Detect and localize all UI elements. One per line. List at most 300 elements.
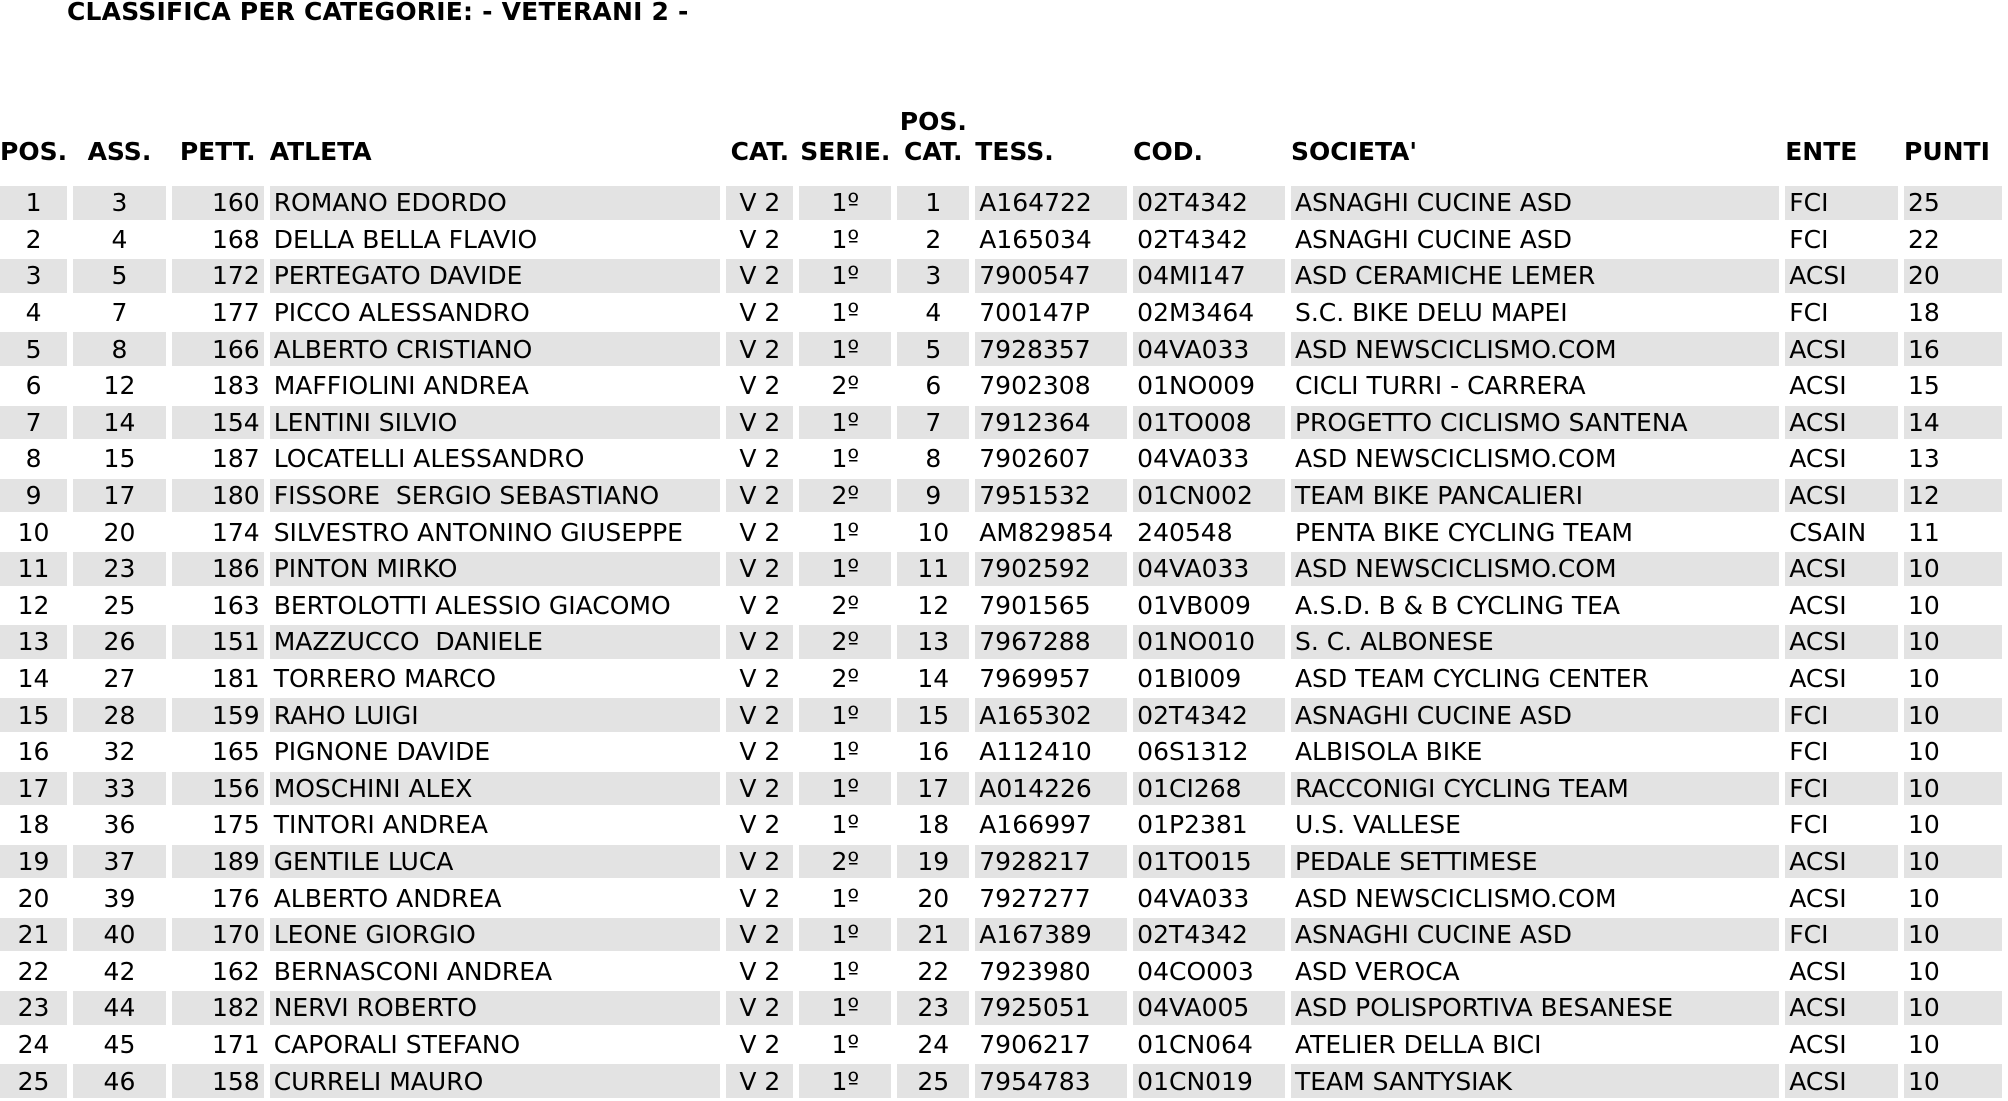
cell-cod: 04VA033 (1133, 332, 1285, 366)
cell-cod: 04VA033 (1137, 883, 1250, 913)
cell-ass: 45 (103, 1029, 136, 1059)
cell-serie: 1º (799, 259, 891, 293)
header-cat: CAT. (730, 137, 790, 166)
cell-ente: FCI (1789, 737, 1829, 767)
cell-ass: 3 (73, 186, 166, 220)
cell-societa: CICLI TURRI - CARRERA (1294, 371, 1586, 401)
cell-atleta: LOCATELLI ALESSANDRO (273, 444, 585, 474)
cell-pos: 25 (0, 1064, 67, 1098)
cell-pett: 170 (172, 918, 264, 952)
cell-societa: ASNAGHI CUCINE ASD (1291, 698, 1779, 732)
cell-pett: 175 (211, 810, 260, 840)
cell-cod: 240548 (1137, 517, 1233, 547)
cell-tess: 7902308 (979, 371, 1091, 401)
table-row (0, 772, 2002, 806)
cell-ente: ACSI (1789, 664, 1847, 694)
table-row (0, 479, 2002, 513)
header-punti: PUNTI (1904, 137, 1990, 166)
cell-tess: 7912364 (975, 406, 1127, 440)
cell-atleta: RAHO LUIGI (270, 698, 721, 732)
cell-serie: 2º (831, 664, 860, 694)
table-row (0, 442, 2002, 476)
cell-atleta: LEONE GIORGIO (270, 918, 721, 952)
cell-ass: 37 (73, 845, 166, 879)
cell-societa: PEDALE SETTIMESE (1291, 845, 1779, 879)
cell-tess: A164722 (975, 186, 1127, 220)
cell-punti: 20 (1904, 259, 2002, 293)
page-title: CLASSIFICA PER CATEGORIE: - VETERANI 2 - (67, 0, 689, 26)
cell-serie: 1º (799, 772, 891, 806)
cell-tess: 7900547 (975, 259, 1127, 293)
cell-pett: 165 (211, 737, 260, 767)
cell-cod: 01CI268 (1133, 772, 1285, 806)
cell-pos-cat: 4 (925, 298, 942, 328)
cell-pos: 10 (17, 517, 50, 547)
cell-ass: 39 (103, 883, 136, 913)
cell-atleta: BERNASCONI ANDREA (273, 956, 553, 986)
cell-cod: 04VA033 (1137, 444, 1250, 474)
cell-cod: 04CO003 (1137, 956, 1254, 986)
cell-atleta: GENTILE LUCA (270, 845, 721, 879)
header-serie: SERIE. (800, 137, 891, 166)
cell-atleta: PERTEGATO DAVIDE (270, 259, 721, 293)
cell-tess: A014226 (975, 772, 1127, 806)
cell-cod: 01TO008 (1133, 406, 1285, 440)
cell-cat: V 2 (739, 444, 781, 474)
cell-punti: 10 (1908, 737, 1940, 767)
cell-societa: S.C. BIKE DELU MAPEI (1294, 298, 1568, 328)
cell-tess: 7925051 (975, 991, 1127, 1025)
cell-pett: 159 (172, 698, 264, 732)
cell-serie: 1º (831, 883, 860, 913)
cell-societa: A.S.D. B & B CYCLING TEA (1294, 590, 1621, 620)
cell-pett: 166 (172, 332, 264, 366)
cell-tess: A166997 (979, 810, 1092, 840)
cell-ente: ACSI (1789, 1029, 1847, 1059)
header-pos-cat (897, 107, 969, 183)
cell-tess: 7928217 (975, 845, 1127, 879)
cell-serie: 1º (799, 698, 891, 732)
cell-pos: 24 (17, 1029, 50, 1059)
cell-tess: 7928357 (975, 332, 1127, 366)
cell-pos-cat: 19 (897, 845, 969, 879)
cell-cat: V 2 (726, 625, 793, 659)
cell-pett: 177 (211, 298, 260, 328)
cell-ass: 17 (73, 479, 166, 513)
cell-pos-cat: 18 (917, 810, 950, 840)
cell-tess: 7902592 (975, 552, 1127, 586)
cell-cod: 01P2381 (1137, 810, 1248, 840)
cell-pos: 16 (17, 737, 50, 767)
cell-serie: 1º (831, 444, 860, 474)
cell-pos: 3 (0, 259, 67, 293)
cell-ente: FCI (1789, 224, 1829, 254)
cell-cat: V 2 (726, 991, 793, 1025)
cell-ass: 23 (73, 552, 166, 586)
cell-serie: 2º (831, 371, 860, 401)
cell-cod: 01NO010 (1133, 625, 1285, 659)
cell-serie: 1º (799, 918, 891, 952)
table-row (0, 625, 2002, 659)
cell-pos: 18 (17, 810, 50, 840)
cell-pett: 162 (211, 956, 260, 986)
cell-ente: ACSI (1785, 259, 1898, 293)
header-ass: ASS. (87, 137, 152, 166)
cell-pett: 180 (172, 479, 264, 513)
cell-cod: 01CN019 (1133, 1064, 1285, 1098)
cell-cat: V 2 (739, 737, 781, 767)
cell-cod: 04VA005 (1133, 991, 1285, 1025)
cell-serie: 1º (799, 186, 891, 220)
cell-pett: 183 (211, 371, 260, 401)
table-row (0, 918, 2002, 952)
cell-ente: ACSI (1785, 845, 1898, 879)
table-row (0, 259, 2002, 293)
cell-ass: 7 (111, 298, 128, 328)
cell-atleta: BERTOLOTTI ALESSIO GIACOMO (273, 590, 671, 620)
cell-atleta: TINTORI ANDREA (273, 810, 488, 840)
cell-cat: V 2 (726, 479, 793, 513)
cell-cat: V 2 (739, 883, 781, 913)
cell-tess: 7902607 (979, 444, 1091, 474)
cell-pos: 15 (0, 698, 67, 732)
cell-pos: 6 (25, 371, 42, 401)
cell-ente: FCI (1789, 298, 1829, 328)
cell-tess: 7951532 (975, 479, 1127, 513)
cell-pos: 21 (0, 918, 67, 952)
cell-atleta: PICCO ALESSANDRO (273, 298, 530, 328)
cell-pett: 187 (211, 444, 260, 474)
cell-societa: ATELIER DELLA BICI (1294, 1029, 1542, 1059)
cell-societa: TEAM SANTYSIAK (1291, 1064, 1779, 1098)
cell-cod: 04MI147 (1133, 259, 1285, 293)
cell-ass: 14 (73, 406, 166, 440)
cell-ass: 42 (103, 956, 136, 986)
cell-pett: 151 (172, 625, 264, 659)
cell-pos-cat: 10 (917, 517, 950, 547)
cell-cod: 02T4342 (1133, 186, 1285, 220)
cell-pos-cat: 11 (897, 552, 969, 586)
cell-pett: 171 (211, 1029, 260, 1059)
cell-pos-cat: 25 (897, 1064, 969, 1098)
cell-cat: V 2 (726, 552, 793, 586)
cell-ente: ACSI (1789, 956, 1847, 986)
cell-societa: TEAM BIKE PANCALIERI (1291, 479, 1779, 513)
cell-serie: 2º (799, 845, 891, 879)
cell-ass: 36 (103, 810, 136, 840)
cell-cod: 01CN002 (1133, 479, 1285, 513)
cell-punti: 16 (1904, 332, 2002, 366)
cell-societa: PROGETTO CICLISMO SANTENA (1291, 406, 1779, 440)
table-row (0, 1028, 2002, 1062)
table-row (0, 406, 2002, 440)
cell-serie: 2º (799, 479, 891, 513)
table-row (0, 845, 2002, 879)
cell-tess: 7969957 (979, 664, 1091, 694)
cell-punti: 10 (1904, 772, 2002, 806)
cell-cat: V 2 (726, 1064, 793, 1098)
cell-serie: 1º (831, 224, 860, 254)
cell-tess: 700147P (979, 298, 1090, 328)
cell-ass: 26 (73, 625, 166, 659)
cell-pos-cat: 21 (897, 918, 969, 952)
cell-pett: 160 (172, 186, 264, 220)
cell-ente: ACSI (1789, 883, 1847, 913)
cell-societa: S. C. ALBONESE (1291, 625, 1779, 659)
cell-cat: V 2 (726, 332, 793, 366)
cell-cat: V 2 (739, 1029, 781, 1059)
cell-ente: ACSI (1785, 552, 1898, 586)
cell-punti: 10 (1904, 918, 2002, 952)
cell-ass: 12 (103, 371, 136, 401)
cell-cod: 02T4342 (1133, 698, 1285, 732)
cell-ente: FCI (1785, 186, 1898, 220)
cell-societa: ASD NEWSCICLISMO.COM (1291, 332, 1779, 366)
cell-atleta: SILVESTRO ANTONINO GIUSEPPE (273, 517, 683, 547)
cell-punti: 25 (1904, 186, 2002, 220)
cell-pos: 7 (0, 406, 67, 440)
cell-atleta: PIGNONE DAVIDE (273, 737, 491, 767)
cell-pos: 20 (17, 883, 50, 913)
cell-pett: 154 (172, 406, 264, 440)
cell-pos: 12 (17, 590, 50, 620)
cell-punti: 10 (1904, 991, 2002, 1025)
cell-pett: 168 (211, 224, 260, 254)
cell-serie: 1º (831, 517, 860, 547)
cell-pos-cat: 23 (897, 991, 969, 1025)
cell-atleta: ALBERTO ANDREA (273, 883, 502, 913)
cell-ass: 27 (103, 664, 136, 694)
cell-ass: 33 (73, 772, 166, 806)
cell-serie: 1º (831, 1029, 860, 1059)
cell-cod: 02T4342 (1133, 918, 1285, 952)
cell-societa: RACCONIGI CYCLING TEAM (1291, 772, 1779, 806)
table-row (0, 515, 2002, 549)
cell-pett: 174 (211, 517, 260, 547)
cell-ass: 46 (73, 1064, 166, 1098)
cell-punti: 10 (1908, 883, 1940, 913)
cell-serie: 1º (831, 810, 860, 840)
cell-pos-cat: 8 (925, 444, 942, 474)
cell-ass: 5 (73, 259, 166, 293)
cell-ass: 44 (73, 991, 166, 1025)
cell-pos: 22 (17, 956, 50, 986)
cell-atleta: PINTON MIRKO (270, 552, 721, 586)
cell-ente: ACSI (1785, 479, 1898, 513)
cell-cat: V 2 (726, 918, 793, 952)
cell-ente: ACSI (1785, 406, 1898, 440)
table-row (0, 662, 2002, 696)
cell-ente: FCI (1789, 810, 1829, 840)
header-atleta: ATLETA (269, 137, 372, 166)
cell-ente: ACSI (1785, 332, 1898, 366)
cell-serie: 1º (799, 1064, 891, 1098)
cell-pos-cat: 15 (897, 698, 969, 732)
cell-cat: V 2 (726, 845, 793, 879)
cell-societa: ASD POLISPORTIVA BESANESE (1291, 991, 1779, 1025)
cell-punti: 10 (1904, 698, 2002, 732)
cell-atleta: MAFFIOLINI ANDREA (273, 371, 529, 401)
classifica-table (0, 104, 2008, 1101)
header-pos: POS. (0, 137, 68, 166)
cell-societa: ASD NEWSCICLISMO.COM (1294, 444, 1617, 474)
cell-ente: ACSI (1785, 1064, 1898, 1098)
cell-tess: 7901565 (979, 590, 1091, 620)
header-societa: SOCIETA' (1290, 137, 1418, 166)
cell-pos: 11 (0, 552, 67, 586)
cell-tess: A165302 (975, 698, 1127, 732)
cell-punti: 10 (1904, 625, 2002, 659)
header-pett: PETT. (179, 137, 256, 166)
cell-cat: V 2 (726, 772, 793, 806)
table-row (0, 698, 2002, 732)
cell-ente: ACSI (1785, 991, 1898, 1025)
cell-serie: 1º (831, 956, 860, 986)
cell-serie: 1º (831, 298, 860, 328)
cell-pos-cat: 17 (897, 772, 969, 806)
table-row (0, 369, 2002, 403)
header-cod: COD. (1133, 137, 1204, 166)
cell-punti: 10 (1908, 1029, 1940, 1059)
cell-societa: ASNAGHI CUCINE ASD (1294, 224, 1573, 254)
cell-pos: 5 (0, 332, 67, 366)
cell-punti: 11 (1908, 517, 1940, 547)
cell-pos-cat: 7 (897, 406, 969, 440)
cell-societa: ASD CERAMICHE LEMER (1291, 259, 1779, 293)
table-header-row (0, 107, 2002, 183)
cell-pos-cat: 14 (917, 664, 950, 694)
cell-atleta: DELLA BELLA FLAVIO (273, 224, 538, 254)
cell-ass: 40 (73, 918, 166, 952)
cell-punti: 22 (1908, 224, 1940, 254)
cell-pett: 189 (172, 845, 264, 879)
cell-punti: 10 (1904, 845, 2002, 879)
table-row (0, 186, 2002, 220)
cell-tess: 7967288 (975, 625, 1127, 659)
cell-pos-cat: 13 (897, 625, 969, 659)
table-row (0, 552, 2002, 586)
cell-atleta: ALBERTO CRISTIANO (270, 332, 721, 366)
cell-pos: 4 (25, 298, 42, 328)
header-ente: ENTE (1785, 137, 1858, 166)
cell-atleta: ROMANO EDORDO (270, 186, 721, 220)
cell-cat: V 2 (739, 956, 781, 986)
cell-cat: V 2 (739, 664, 781, 694)
header-pos-cat-line2: CAT. (904, 137, 963, 166)
cell-ass: 15 (103, 444, 136, 474)
cell-societa: ASNAGHI CUCINE ASD (1291, 918, 1779, 952)
cell-atleta: CAPORALI STEFANO (273, 1029, 521, 1059)
cell-atleta: MAZZUCCO DANIELE (270, 625, 721, 659)
cell-cod: 01CN064 (1137, 1029, 1253, 1059)
cell-serie: 2º (799, 625, 891, 659)
cell-pos-cat: 1 (897, 186, 969, 220)
cell-cod: 01TO015 (1133, 845, 1285, 879)
cell-ass: 25 (103, 590, 136, 620)
table-row (0, 332, 2002, 366)
cell-societa: ALBISOLA BIKE (1294, 737, 1483, 767)
cell-pett: 163 (211, 590, 260, 620)
cell-tess: 7927277 (979, 883, 1091, 913)
cell-cat: V 2 (739, 517, 781, 547)
cell-pos-cat: 12 (917, 590, 950, 620)
cell-pos-cat: 24 (917, 1029, 950, 1059)
cell-atleta: FISSORE SERGIO SEBASTIANO (270, 479, 721, 513)
cell-pos: 17 (0, 772, 67, 806)
cell-punti: 10 (1904, 1064, 2002, 1098)
cell-punti: 10 (1908, 956, 1940, 986)
cell-pos-cat: 20 (917, 883, 950, 913)
table-row (0, 1064, 2002, 1098)
cell-cat: V 2 (739, 298, 781, 328)
cell-punti: 10 (1908, 810, 1940, 840)
cell-punti: 14 (1904, 406, 2002, 440)
table-row (0, 735, 2002, 769)
cell-ente: CSAIN (1789, 517, 1867, 547)
cell-pett: 176 (211, 883, 260, 913)
header-tess: TESS. (975, 137, 1054, 166)
cell-cat: V 2 (726, 698, 793, 732)
cell-cat: V 2 (726, 186, 793, 220)
cell-cat: V 2 (739, 224, 781, 254)
cell-cod: 02M3464 (1137, 298, 1255, 328)
cell-ente: ACSI (1789, 444, 1847, 474)
cell-ente: FCI (1785, 698, 1898, 732)
table-row (0, 296, 2002, 330)
cell-cod: 02T4342 (1137, 224, 1248, 254)
cell-punti: 10 (1908, 590, 1940, 620)
cell-societa: ASD NEWSCICLISMO.COM (1291, 552, 1779, 586)
cell-atleta: TORRERO MARCO (273, 664, 497, 694)
cell-ente: ACSI (1785, 625, 1898, 659)
cell-pos-cat: 9 (897, 479, 969, 513)
cell-punti: 10 (1904, 552, 2002, 586)
cell-pett: 182 (172, 991, 264, 1025)
cell-ente: FCI (1785, 918, 1898, 952)
cell-pett: 186 (172, 552, 264, 586)
table-row (0, 991, 2002, 1025)
cell-punti: 10 (1908, 664, 1940, 694)
cell-pos: 1 (0, 186, 67, 220)
cell-cod: 01BI009 (1137, 664, 1242, 694)
cell-pos: 19 (0, 845, 67, 879)
cell-tess: A167389 (975, 918, 1127, 952)
cell-pos-cat: 6 (925, 371, 942, 401)
cell-punti: 13 (1908, 444, 1940, 474)
table-row (0, 954, 2002, 988)
cell-serie: 1º (799, 552, 891, 586)
cell-punti: 15 (1908, 371, 1940, 401)
cell-pett: 156 (172, 772, 264, 806)
cell-cod: 04VA033 (1133, 552, 1285, 586)
cell-serie: 2º (831, 590, 860, 620)
cell-tess: A165034 (979, 224, 1092, 254)
cell-cod: 06S1312 (1137, 737, 1249, 767)
table-row (0, 223, 2002, 257)
cell-pos-cat: 3 (897, 259, 969, 293)
cell-cat: V 2 (726, 406, 793, 440)
cell-societa: ASNAGHI CUCINE ASD (1291, 186, 1779, 220)
cell-cat: V 2 (739, 590, 781, 620)
cell-cat: V 2 (739, 371, 781, 401)
cell-tess: 7906217 (979, 1029, 1091, 1059)
cell-ass: 28 (73, 698, 166, 732)
cell-tess: AM829854 (979, 517, 1114, 547)
cell-pos: 13 (0, 625, 67, 659)
cell-pett: 172 (172, 259, 264, 293)
cell-societa: PENTA BIKE CYCLING TEAM (1294, 517, 1634, 547)
cell-pos-cat: 16 (917, 737, 950, 767)
